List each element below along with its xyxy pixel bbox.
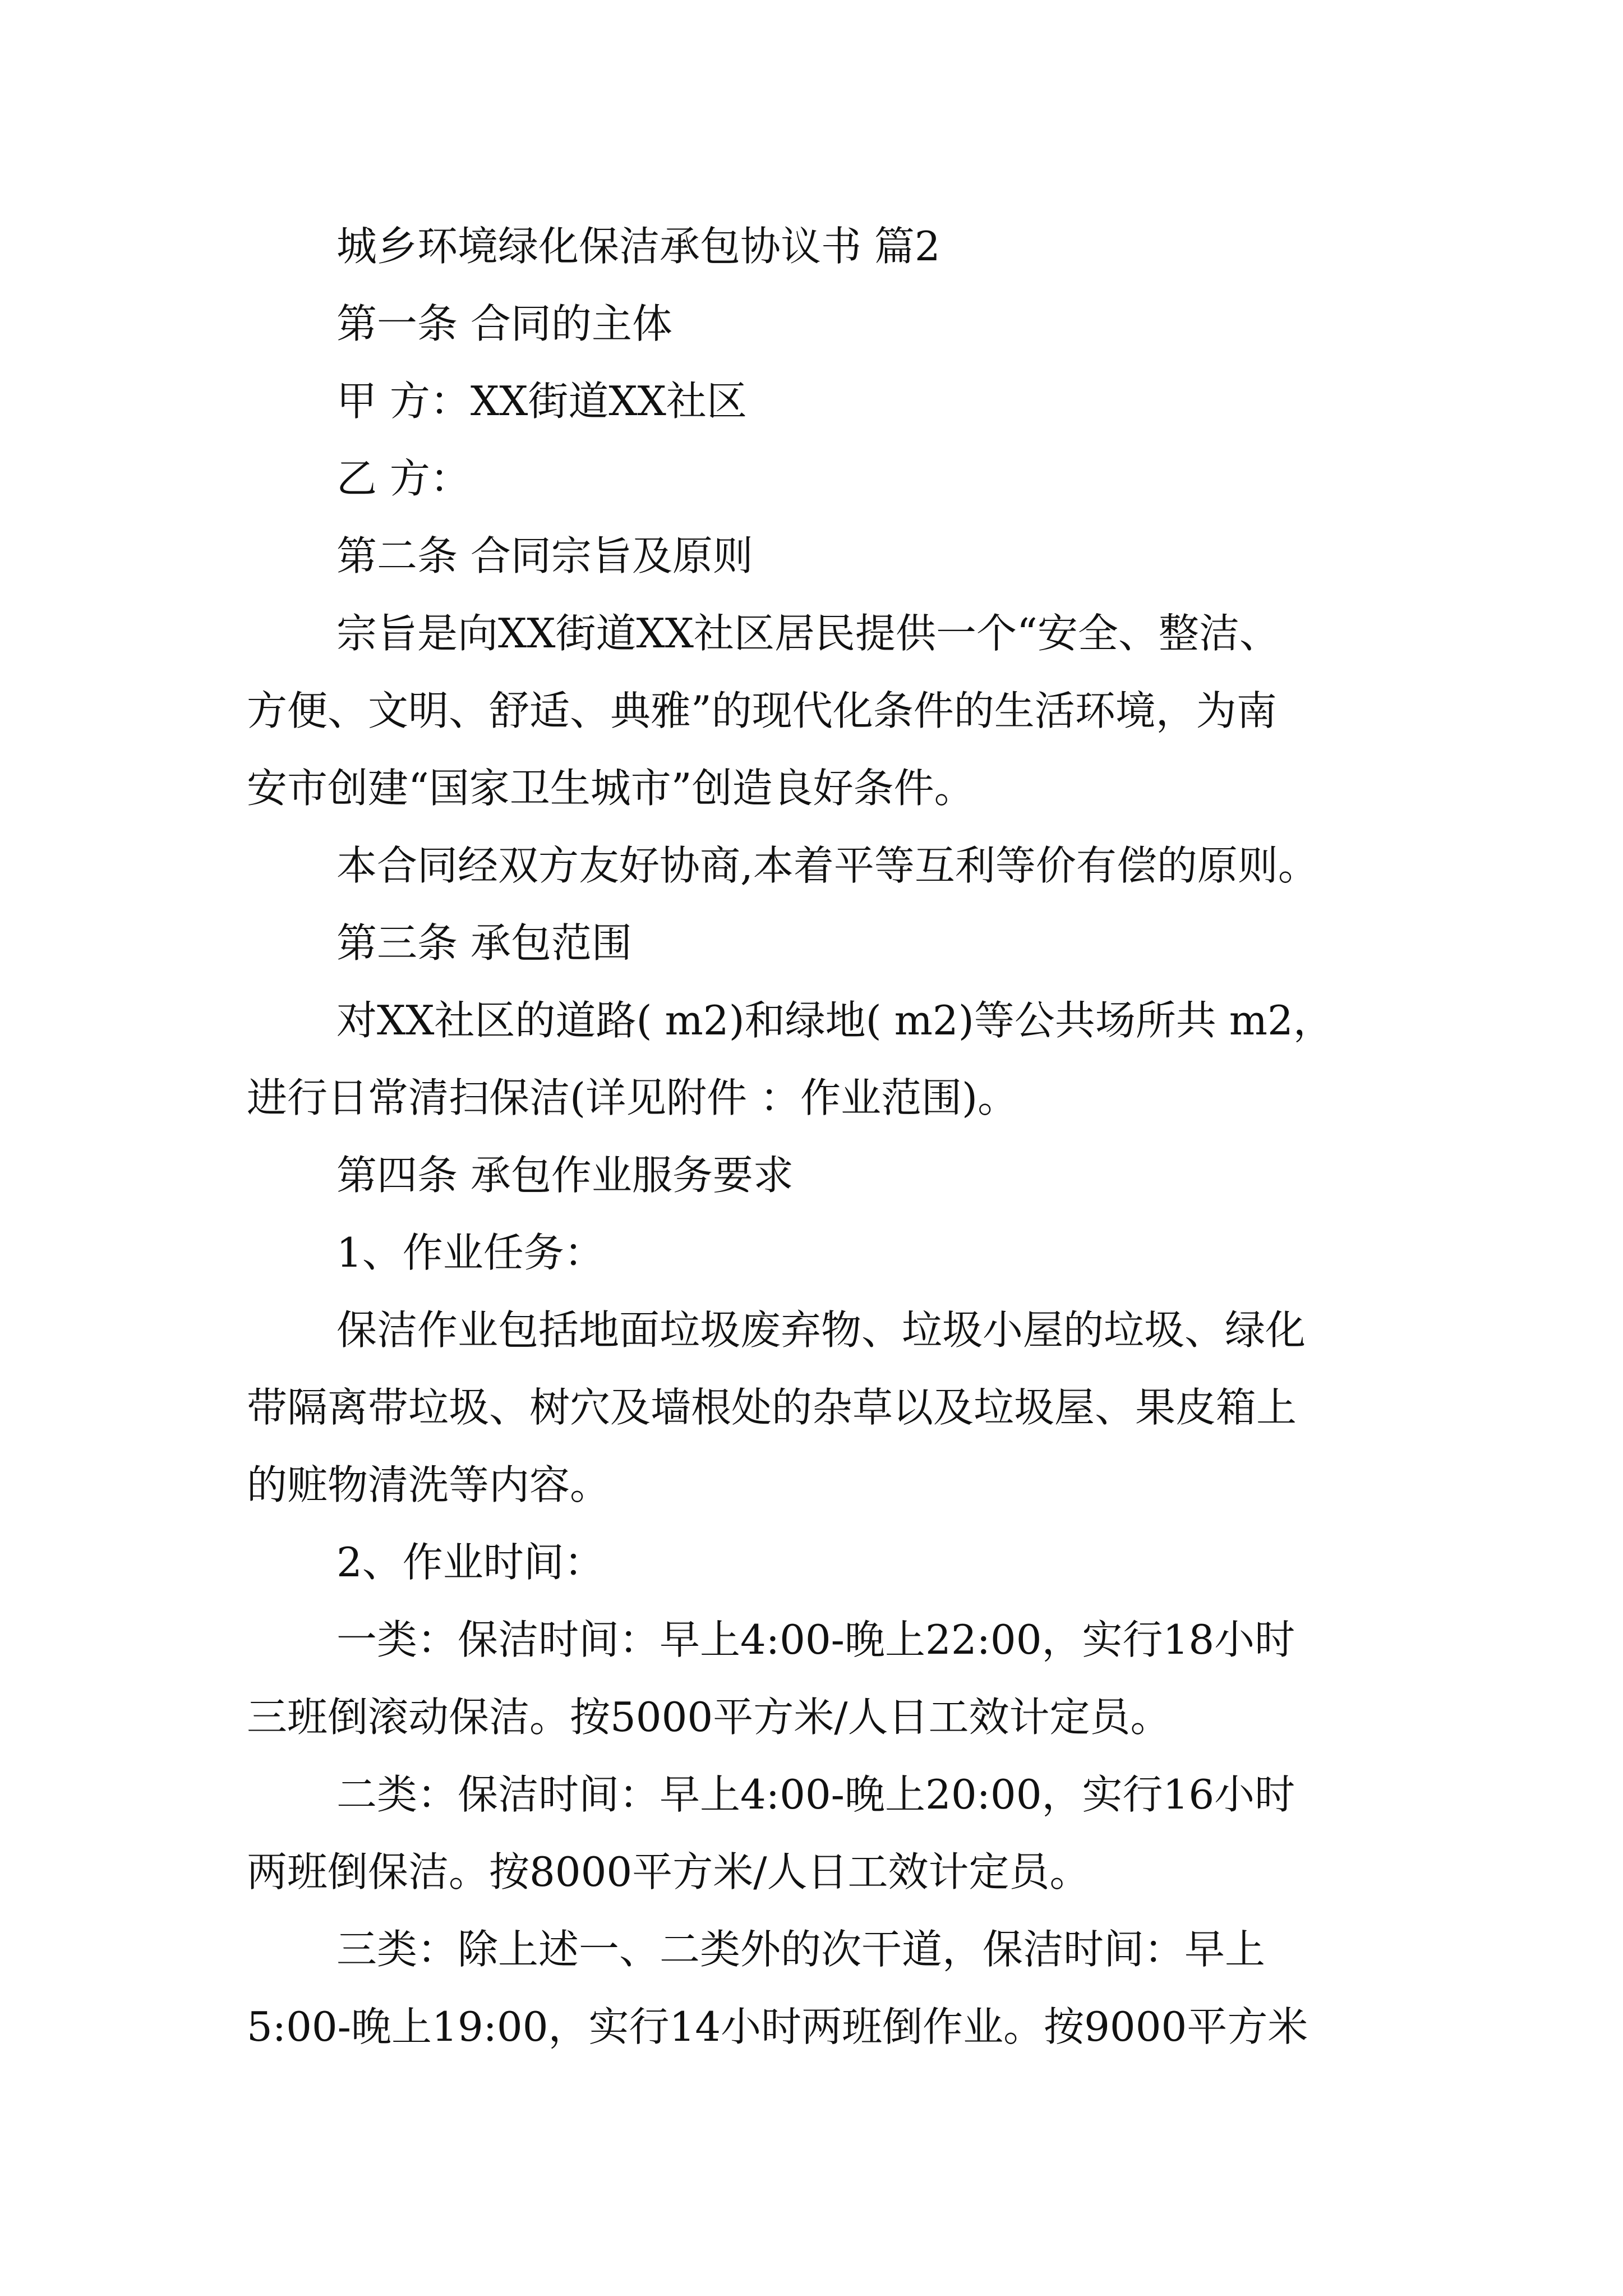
paragraph-line: 方便、文明、舒适、典雅”的现代化条件的生活环境，为南 xyxy=(247,687,1277,734)
paragraph-line: 的赃物清洗等内容。 xyxy=(247,1461,611,1508)
paragraph-line: 一类：保洁时间：早上4:00-晚上22:00，实行18小时 xyxy=(336,1616,1295,1663)
paragraph-line: 保洁作业包括地面垃圾废弃物、垃圾小屋的垃圾、绿化 xyxy=(336,1306,1306,1354)
article-4-heading: 第四条 承包作业服务要求 xyxy=(336,1152,794,1199)
article-3-heading: 第三条 承包范围 xyxy=(336,919,632,967)
paragraph-line: 三类：除上述一、二类外的次干道，保洁时间：早上 xyxy=(336,1926,1266,1973)
article-2-heading: 第二条 合同宗旨及原则 xyxy=(336,532,753,579)
paragraph-line: 三班倒滚动保洁。按5000平方米/人日工效计定员。 xyxy=(247,1694,1171,1741)
party-a-line: 甲 方：XX街道XX社区 xyxy=(336,378,747,425)
paragraph-line: 带隔离带垃圾、树穴及墙根处的杂草以及垃圾屋、果皮箱上 xyxy=(247,1384,1297,1431)
paragraph-line: 两班倒保洁。按8000平方米/人日工效计定员。 xyxy=(247,1848,1090,1895)
section-heading: 2、作业时间： xyxy=(336,1539,605,1586)
document-title: 城乡环境绿化保洁承包协议书 篇2 xyxy=(336,223,940,270)
party-b-line: 乙 方： xyxy=(336,455,471,502)
paragraph-line: 5:00-晚上19:00，实行14小时两班倒作业。按9000平方米 xyxy=(247,2003,1308,2050)
section-heading: 1、作业任务： xyxy=(336,1229,605,1276)
paragraph-line: 本合同经双方友好协商,本着平等互利等价有偿的原则。 xyxy=(336,842,1318,889)
paragraph-line: 二类：保洁时间：早上4:00-晚上20:00，实行16小时 xyxy=(336,1771,1295,1818)
article-1-heading: 第一条 合同的主体 xyxy=(336,300,672,347)
paragraph-line: 进行日常清扫保洁(详见附件 ：作业范围)。 xyxy=(247,1074,1018,1121)
paragraph-line: 宗旨是向XX街道XX社区居民提供一个“安全、整洁、 xyxy=(336,610,1280,657)
paragraph-line: 安市创建“国家卫生城市”创造良好条件。 xyxy=(247,765,975,812)
paragraph-line: 对XX社区的道路( m2)和绿地( m2)等公共场所共 m2， xyxy=(336,997,1334,1044)
